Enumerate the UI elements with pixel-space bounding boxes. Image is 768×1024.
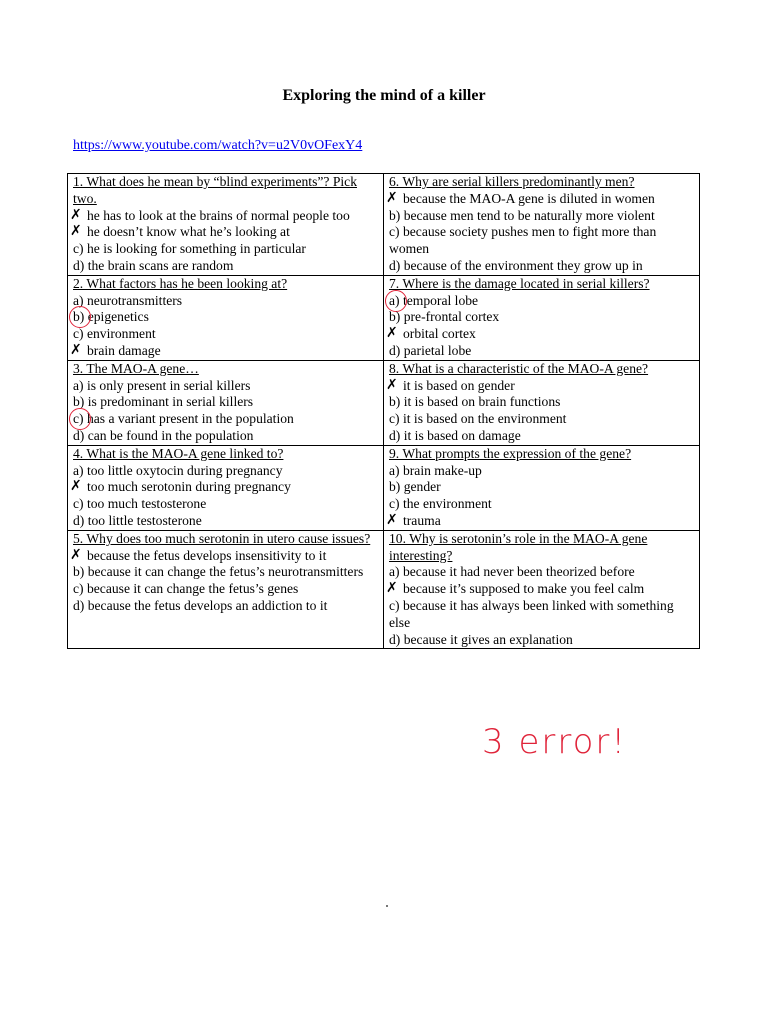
answer-option bbox=[73, 513, 378, 530]
answer-option bbox=[70, 223, 378, 241]
cross-tick-mark-icon: ✗ bbox=[70, 341, 82, 358]
question-cell bbox=[68, 530, 384, 649]
stray-dot bbox=[386, 905, 388, 907]
option-text: a) neurotransmitters bbox=[73, 292, 183, 308]
table-row bbox=[68, 530, 700, 649]
cross-tick-mark-icon: ✗ bbox=[70, 206, 82, 223]
option-text: d) because the fetus develops an addiction to it bbox=[73, 597, 328, 613]
option-text: c) it is based on the environment bbox=[389, 411, 567, 427]
option-text: too much serotonin during pregnancy bbox=[87, 479, 291, 495]
option-text: b) because men tend to be naturally more violent bbox=[389, 207, 655, 223]
cross-tick-mark-icon: ✗ bbox=[386, 325, 398, 342]
question-text: 9. What prompts the expression of the gene? bbox=[389, 445, 632, 461]
answer-option bbox=[389, 309, 694, 326]
option-text: a) temporal lobe bbox=[389, 292, 479, 308]
option-text: he doesn’t know what he’s looking at bbox=[87, 224, 290, 240]
option-text: c) he is looking for something in particular bbox=[73, 241, 306, 257]
answer-option bbox=[386, 189, 694, 208]
answer-option bbox=[389, 343, 694, 360]
answer-option bbox=[389, 496, 694, 513]
option-text: a) because it had never been theorized before bbox=[389, 564, 635, 580]
answer-option bbox=[389, 428, 694, 445]
option-text: b) it is based on brain functions bbox=[389, 394, 561, 410]
answer-option bbox=[389, 293, 694, 310]
answer-option bbox=[386, 325, 694, 343]
answer-option bbox=[73, 463, 378, 480]
option-text: b) pre-frontal cortex bbox=[389, 309, 500, 325]
answer-option bbox=[389, 394, 694, 411]
table-row bbox=[68, 174, 700, 276]
option-text: b) epigenetics bbox=[73, 309, 149, 325]
cross-tick-mark-icon: ✗ bbox=[70, 546, 82, 563]
answer-option bbox=[389, 463, 694, 480]
question-cell bbox=[68, 360, 384, 445]
cross-tick-mark-icon: ✗ bbox=[70, 478, 82, 495]
option-text: c) environment bbox=[73, 326, 156, 342]
answer-option bbox=[73, 598, 378, 615]
answer-option bbox=[70, 341, 378, 360]
answer-option bbox=[389, 258, 694, 275]
answer-option bbox=[73, 258, 378, 275]
option-text: d) can be found in the population bbox=[73, 427, 254, 443]
answer-option bbox=[73, 496, 378, 513]
answer-option bbox=[73, 428, 378, 445]
question-table bbox=[67, 173, 700, 649]
option-text: d) too little testosterone bbox=[73, 512, 202, 528]
option-text: b) gender bbox=[389, 479, 441, 495]
question-text: 4. What is the MAO-A gene linked to? bbox=[73, 445, 284, 461]
question-cell bbox=[68, 174, 384, 276]
cross-tick-mark-icon: ✗ bbox=[386, 376, 398, 393]
cross-tick-mark-icon: ✗ bbox=[386, 511, 398, 528]
question-cell bbox=[384, 530, 700, 649]
answer-option bbox=[386, 511, 694, 530]
option-text: d) because it gives an explanation bbox=[389, 631, 573, 647]
answer-option bbox=[389, 564, 694, 581]
question-text: 2. What factors has he been looking at? bbox=[73, 275, 288, 291]
red-circle-mark-icon bbox=[385, 290, 407, 312]
answer-option bbox=[73, 378, 378, 395]
option-text: because the MAO-A gene is diluted in women bbox=[403, 190, 655, 206]
option-text: d) the brain scans are random bbox=[73, 257, 234, 273]
answer-option bbox=[73, 564, 378, 581]
question-cell bbox=[68, 275, 384, 360]
question-text: 10. Why is serotonin’s role in the MAO-A gene interesting? bbox=[389, 530, 648, 563]
answer-option bbox=[389, 411, 694, 428]
option-text: d) it is based on damage bbox=[389, 427, 521, 443]
option-text: c) because it has always been linked with something else bbox=[389, 597, 674, 630]
table-row bbox=[68, 445, 700, 530]
answer-option bbox=[389, 632, 694, 649]
answer-option bbox=[73, 293, 378, 310]
answer-option bbox=[73, 326, 378, 343]
question-cell bbox=[384, 445, 700, 530]
answer-option bbox=[389, 598, 694, 632]
answer-option bbox=[386, 376, 694, 395]
option-text: c) the environment bbox=[389, 496, 492, 512]
option-text: c) has a variant present in the population bbox=[73, 411, 294, 427]
option-text: a) brain make-up bbox=[389, 462, 482, 478]
table-row bbox=[68, 360, 700, 445]
cross-tick-mark-icon: ✗ bbox=[386, 189, 398, 206]
question-text: 7. Where is the damage located in serial killers? bbox=[389, 275, 650, 291]
option-text: d) parietal lobe bbox=[389, 342, 472, 358]
question-text: 1. What does he mean by “blind experiments”? Pick two. bbox=[73, 174, 358, 206]
question-cell bbox=[384, 174, 700, 276]
option-text: b) because it can change the fetus’s neurotransmitters bbox=[73, 564, 364, 580]
answer-option bbox=[386, 580, 694, 598]
option-text: c) because society pushes men to fight more than women bbox=[389, 224, 657, 257]
option-text: orbital cortex bbox=[403, 326, 476, 342]
option-text: a) too little oxytocin during pregnancy bbox=[73, 462, 283, 478]
question-cell bbox=[384, 360, 700, 445]
red-circle-mark-icon bbox=[69, 408, 91, 430]
option-text: he has to look at the brains of normal people too bbox=[87, 207, 350, 223]
document-title: Exploring the mind of a killer bbox=[282, 87, 486, 104]
answer-option bbox=[73, 411, 378, 428]
option-text: because it’s supposed to make you feel calm bbox=[403, 581, 645, 597]
answer-option bbox=[70, 206, 378, 225]
answer-option bbox=[73, 309, 378, 326]
answer-option bbox=[70, 478, 378, 496]
answer-option bbox=[389, 224, 694, 258]
answer-option bbox=[73, 394, 378, 411]
question-text: 3. The MAO-A gene… bbox=[73, 360, 199, 376]
question-text: 5. Why does too much serotonin in utero cause issues? bbox=[73, 530, 371, 546]
answer-option bbox=[73, 241, 378, 258]
cross-tick-mark-icon: ✗ bbox=[386, 580, 398, 597]
option-text: trauma bbox=[403, 512, 441, 528]
question-cell bbox=[68, 445, 384, 530]
option-text: brain damage bbox=[87, 342, 161, 358]
answer-option bbox=[73, 581, 378, 598]
question-text: 8. What is a characteristic of the MAO-A gene? bbox=[389, 360, 649, 376]
question-cell bbox=[384, 275, 700, 360]
option-text: b) is predominant in serial killers bbox=[73, 394, 254, 410]
question-text: 6. Why are serial killers predominantly men? bbox=[389, 174, 635, 189]
red-circle-mark-icon bbox=[69, 306, 91, 328]
option-text: c) because it can change the fetus’s genes bbox=[73, 581, 299, 597]
option-text: a) is only present in serial killers bbox=[73, 377, 251, 393]
youtube-link[interactable]: https://www.youtube.com/watch?v=u2V0vOFexY4 bbox=[73, 138, 363, 153]
option-text: because the fetus develops insensitivity to it bbox=[87, 547, 327, 563]
option-text: it is based on gender bbox=[403, 377, 515, 393]
answer-option bbox=[70, 546, 378, 565]
option-text: c) too much testosterone bbox=[73, 496, 207, 512]
option-text: d) because of the environment they grow up in bbox=[389, 257, 643, 273]
answer-option bbox=[389, 479, 694, 496]
cross-tick-mark-icon: ✗ bbox=[70, 223, 82, 240]
table-row bbox=[68, 275, 700, 360]
answer-option bbox=[389, 208, 694, 225]
handwritten-note: 3 error! bbox=[482, 722, 627, 762]
